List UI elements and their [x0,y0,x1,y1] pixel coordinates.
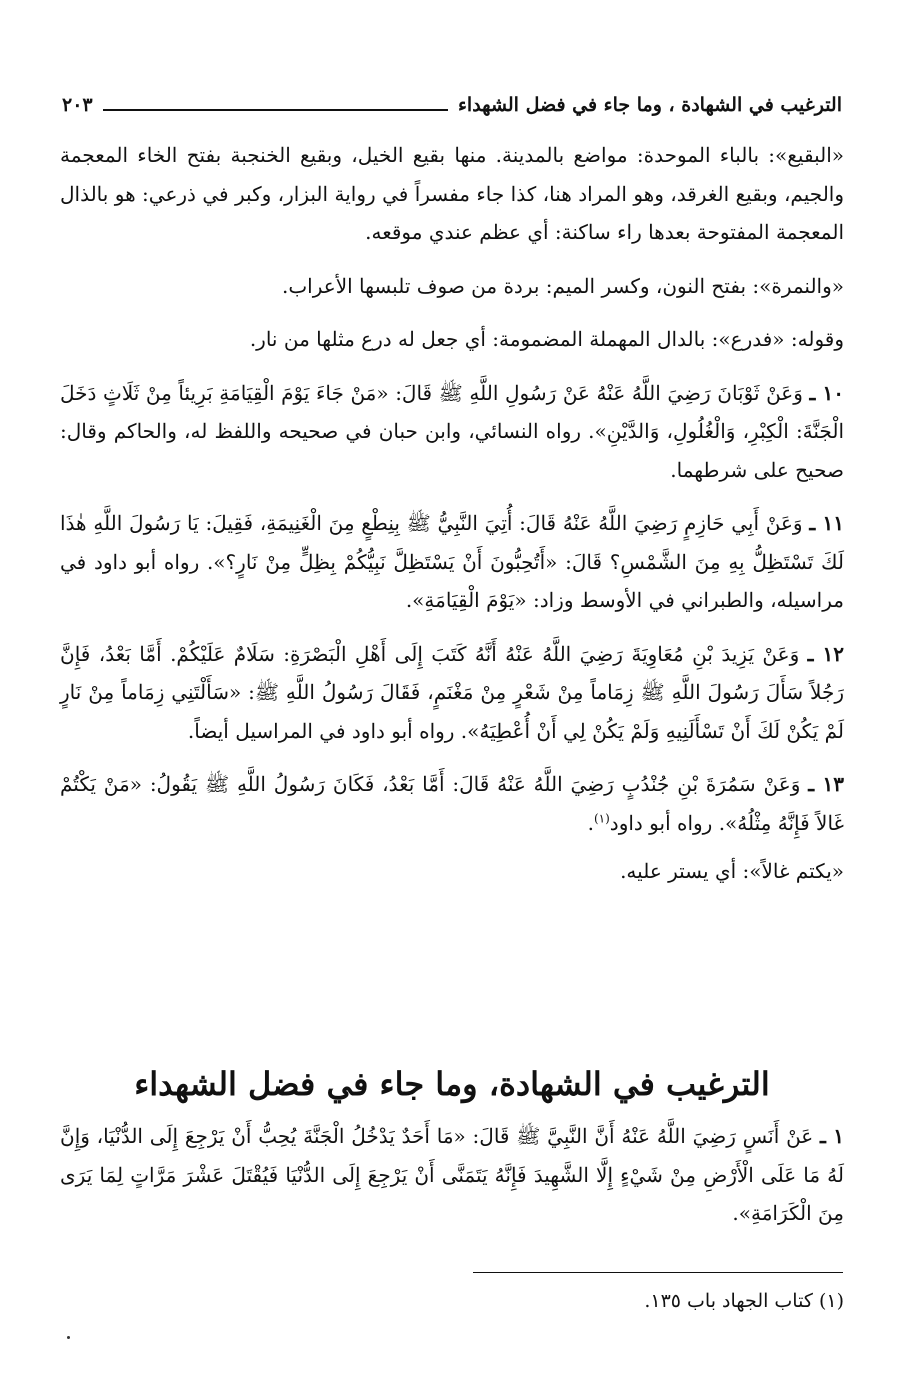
gloss-paragraph-namira: «والنمرة»: بفتح النون، وكسر الميم: بردة من صوف تلبسها الأعراب. [281,273,844,298]
footnote [60,1286,844,1316]
hadith-number: ١٢ ـ [807,641,844,666]
hadith-number: ١٠ ـ [809,380,845,405]
section-body [60,1117,844,1233]
running-title: الترغيب في الشهادة ، وما جاء في فضل الشهداء [458,94,842,116]
hadith-text: وَعَنْ سَمُرَةَ بْنِ جُنْدُبٍ رَضِيَ اللَّهُ عَنْهُ قَالَ: أَمَّا بَعْدُ، فَكَانَ رَسُولُ اللَّهِ ﷺ يَقُولُ: «مَنْ يَكْتُمْ غَالاً فَإِنَّهُ مِثْلُهُ». رواه أبو داود [60,772,844,835]
section-hadith-1 [60,1117,844,1233]
footnote-text: كتاب الجهاد باب ١٣٥. [644,1290,813,1312]
footnote-rule [473,1272,843,1273]
header-rule [103,109,448,111]
hadith-11 [60,504,844,620]
gloss-paragraph-dur: وقوله: «فدرع»: بالدال المهملة المضمومة: أي جعل له درع مثلها من نار. [249,327,844,351]
section-heading: الترغيب في الشهادة، وما جاء في فضل الشهداء [134,1065,770,1103]
footnote-marker: (١) [818,1290,844,1312]
hadith-text: وَعَنْ يَزِيدَ بْنِ مُعَاوِيَةَ رَضِيَ اللَّهُ عَنْهُ أَنَّهُ كَتَبَ إِلَى أَهْلِ الْبَصْرَةِ: سَلَامٌ عَلَيْكُمْ. أَمَّا بَعْدُ، فَإِنَّ رَجُلاً سَأَلَ رَسُولَ اللَّهِ ﷺ زِمَاماً مِنْ شَعْرٍ مِنْ مَغْنَمٍ، فَقَالَ رَسُولُ اللَّهِ ﷺ: «سَأَلْتَنِي زِمَاماً مِنْ نَارٍ لَمْ يَكُنْ لَكَ أَنْ تَسْأَلَنِيهِ وَلَمْ يَكُنْ لِي أَنْ أُعْطِيَهُ». رواه أبو داود في المراسيل أيضاً. [60,641,844,743]
hadith-text: وَعَنْ ثَوْبَانَ رَضِيَ اللَّهُ عَنْهُ عَنْ رَسُولِ اللَّهِ ﷺ قَالَ: «مَنْ جَاءَ يَوْمَ الْقِيَامَةِ بَرِيئاً مِنْ ثَلَاثٍ دَخَلَ الْجَنَّةَ: الْكِبْرِ، وَالْغُلُولِ، وَالدَّيْنِ». رواه النسائي، وابن حبان في صحيحه واللفظ له، والحاكم وقال: صحيح على شرطهما. [60,380,844,482]
gloss-paragraph-ghal: «يكتم غالاً»: أي يستر عليه. [620,859,844,883]
hadith-number: ١٣ ـ [808,772,844,796]
scan-speck [67,1336,70,1339]
footnote-reference: (١) [593,810,610,825]
hadith-number: ١١ ـ [809,511,845,535]
hadith-number: ١ ـ [820,1124,845,1148]
hadith-10 [60,374,844,490]
hadith-12 [60,635,844,751]
hadith-13 [60,765,844,842]
running-header [62,88,842,122]
page-number: ٢٠٣ [62,94,93,116]
hadith-end-punctuation: . [587,810,594,835]
gloss-paragraph-baqi: «البقيع»: بالباء الموحدة: مواضع بالمدينة. منها بقيع الخيل، وبقيع الخنجبة بفتح الخاء المعجمة والجيم، وبقيع الغرقد، وهو المراد هنا، كذا جاء مفسراً في رواية البزار، وكبر في ذرعي: هو بالذال المعجمة المفتوحة بعدها راء ساكنة: أي عظم عندي موقعه. [60,143,844,244]
main-text [60,136,844,906]
hadith-text: وَعَنْ أَبِي حَازِمٍ رَضِيَ اللَّهُ عَنْهُ قَالَ: أُتِيَ النَّبِيُّ ﷺ بِنِطْعٍ مِنَ الْغَنِيمَةِ، فَقِيلَ: يَا رَسُولَ اللَّهِ هٰذَا لَكَ تَسْتَظِلُّ بِهِ مِنَ الشَّمْسِ؟ قَالَ: «أَتُحِبُّونَ أَنْ يَسْتَظِلَّ نَبِيُّكُمْ بِظِلٍّ مِنْ نَارٍ؟». رواه أبو داود في مراسيله، والطبراني في الأوسط وزاد: «يَوْمَ الْقِيَامَةِ». [60,511,844,612]
hadith-text: عَنْ أَنَسٍ رَضِيَ اللَّهُ عَنْهُ أَنَّ النَّبِيَّ ﷺ قَالَ: «مَا أَحَدٌ يَدْخُلُ الْجَنَّةَ يُحِبُّ أَنْ يَرْجِعَ إِلَى الدُّنْيَا، وَإِنَّ لَهُ مَا عَلَى الْأَرْضِ مِنْ شَيْءٍ إِلَّا الشَّهِيدَ فَإِنَّهُ يَتَمَنَّى أَنْ يَرْجِعَ إِلَى الدُّنْيَا فَيُقْتَلَ عَشْرَ مَرَّاتٍ لِمَا يَرَى مِنَ الْكَرَامَةِ». [60,1124,844,1225]
